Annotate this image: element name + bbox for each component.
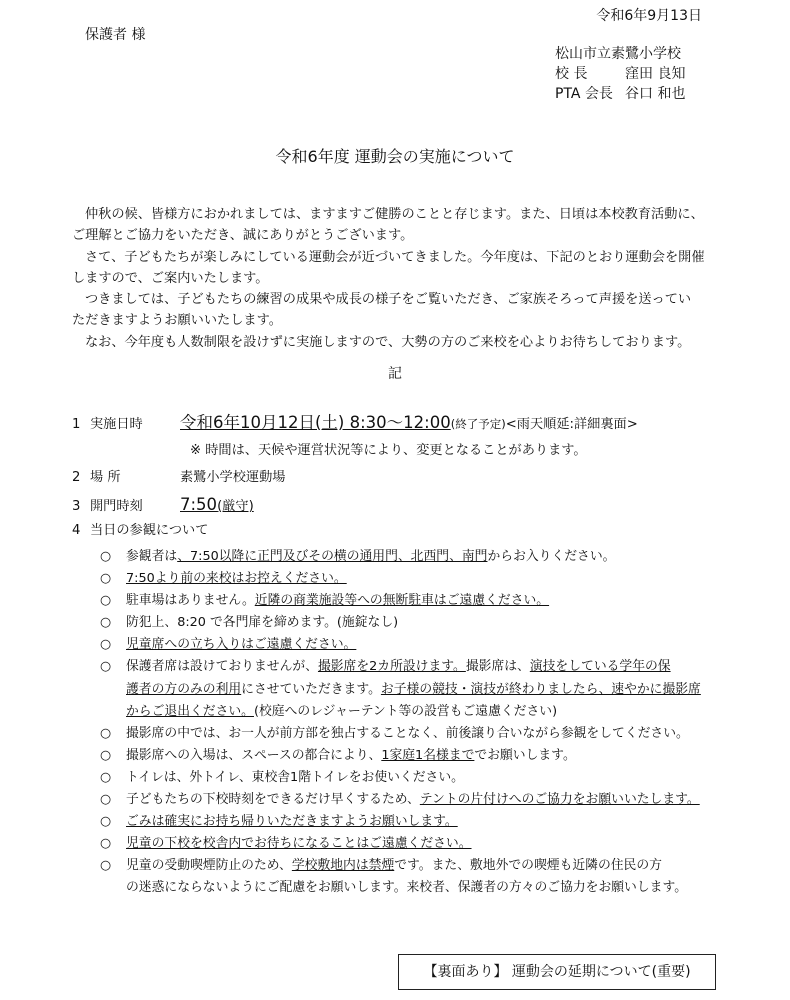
venue: 素鷺小学校運動場 <box>180 470 286 485</box>
list-item: ○ 児童の受動喫煙防止のため、学校敷地内は禁煙です。また、敷地外での喫煙も近隣の住民の方 の迷惑にならないようにご配慮をお願いします。来校者、保護者の方々のご協力をお願いします。 <box>100 855 740 899</box>
item-label: 場 所 <box>90 470 121 485</box>
circle-bullet-icon: ○ <box>100 615 112 631</box>
pta-name: 谷口 和也 <box>625 86 686 102</box>
list-item: ○ 参観者は、7:50以降に正門及びその横の通用門、北西門、南門からお入りください。 <box>100 546 740 568</box>
circle-bullet-icon: ○ <box>100 725 112 741</box>
pta-line <box>555 84 685 104</box>
circle-bullet-icon: ○ <box>100 792 112 808</box>
ki-heading: 記 <box>388 366 402 382</box>
list-item: ○ 7:50より前の来校はお控えください。 <box>100 568 740 590</box>
body-line: つきましては、子どもたちの練習の成果や成長の様子をご覧いただき、ご家族そろって声援を送ってい <box>85 292 692 308</box>
list-item: ○ 児童の下校を校舎内でお待ちになることはご遠慮ください。 <box>100 833 740 855</box>
gate-time: 7:50 <box>180 495 218 514</box>
item-label: 当日の参観について <box>90 523 209 538</box>
pta-role: PTA 会長 <box>555 86 613 102</box>
body-line: 仲秋の候、皆様方におかれましては、ますますご健勝のことと存じます。また、日頃は本校教育活動に、 <box>85 207 704 222</box>
item-date <box>72 412 638 436</box>
reverse-side-notice: 【裏面あり】 運動会の延期について(重要) <box>398 954 716 990</box>
recipient: 保護者 様 <box>85 27 146 43</box>
rain-note: <雨天順延:詳細裏面> <box>505 417 638 432</box>
event-datetime: 令和6年10月12日(土) 8:30～12:00 <box>180 413 451 432</box>
document-date: 令和6年9月13日 <box>596 8 702 24</box>
body-paragraphs <box>72 204 705 353</box>
sender-block <box>555 44 685 104</box>
item-gate <box>72 494 254 518</box>
circle-bullet-icon: ○ <box>100 836 112 852</box>
circle-bullet-icon: ○ <box>100 814 112 830</box>
circle-bullet-icon: ○ <box>100 747 112 763</box>
item-viewing <box>72 520 208 542</box>
principal-line <box>555 64 685 84</box>
circle-bullet-icon: ○ <box>100 593 112 609</box>
principal-role: 校 長 <box>555 66 588 82</box>
principal-name: 窪田 良知 <box>625 66 686 82</box>
list-item: ○ 防犯上、8:20 で各門扉を締めます。(施錠なし) <box>100 612 740 634</box>
end-time-note: (終了予定) <box>450 417 506 431</box>
body-line: なお、今年度も人数制限を設けずに実施しますので、大勢の方のご来校を心よりお待ちしております。 <box>85 334 691 350</box>
body-line: さて、子どもたちが楽しみにしている運動会が近づいてきました。今年度は、下記のとおり運動会を開催 <box>85 249 705 265</box>
circle-bullet-icon: ○ <box>100 571 112 587</box>
body-line: しますので、ご案内いたします。 <box>72 270 269 286</box>
body-line: ただきますようお願いいたします。 <box>72 313 282 329</box>
circle-bullet-icon: ○ <box>100 549 112 564</box>
list-item: ○ 保護者席は設けておりませんが、撮影席を2カ所設けます。撮影席は、演技をしている学年の保 護者の方のみの利用にさせていただきます。お子様の競技・演技が終わりましたら、速やかに撮影席 からご退出ください。(校庭へのレジャーテント等の設営もご遠慮ください) <box>100 656 740 722</box>
list-item: ○ トイレは、外トイレ、東校舎1階トイレをお使いください。 <box>100 767 740 789</box>
item-label: 実施日時 <box>90 417 143 432</box>
list-item: ○ 子どもたちの下校時刻をできるだけ早くするため、テントの片付けへのご協力をお願いいたします。 <box>100 789 740 811</box>
circle-bullet-icon: ○ <box>100 858 112 874</box>
school-name: 松山市立素鷺小学校 <box>555 46 681 62</box>
time-remark: ※ 時間は、天候や運営状況等により、変更となることがあります。 <box>190 443 587 458</box>
circle-bullet-icon: ○ <box>100 637 112 653</box>
circle-bullet-icon: ○ <box>100 769 112 785</box>
list-item: ○ 撮影席の中では、お一人が前方部を独占することなく、前後譲り合いながら参観をしてください。 <box>100 723 740 745</box>
document-title: 令和6年度 運動会の実施について <box>275 147 515 166</box>
item-label: 開門時刻 <box>90 499 143 514</box>
item-number: 4 <box>72 523 81 538</box>
body-line: ご理解とご協力をいただき、誠にありがとうございます。 <box>72 228 414 244</box>
list-item: ○ 児童席への立ち入りはご遠慮ください。 <box>100 634 740 656</box>
item-number: 2 <box>72 470 81 485</box>
list-item: ○ ごみは確実にお持ち帰りいただきますようお願いします。 <box>100 811 740 833</box>
gate-note: (厳守) <box>217 499 254 514</box>
item-number: 3 <box>72 499 81 514</box>
list-item: ○ 駐車場はありません。近隣の商業施設等への無断駐車はご遠慮ください。 <box>100 590 740 612</box>
circle-bullet-icon: ○ <box>100 659 112 675</box>
list-item: ○ 撮影席への入場は、スペースの都合により、1家庭1名様まででお願いします。 <box>100 745 740 767</box>
viewing-rules <box>100 546 740 900</box>
item-number: 1 <box>72 417 81 432</box>
item-place <box>72 467 286 489</box>
